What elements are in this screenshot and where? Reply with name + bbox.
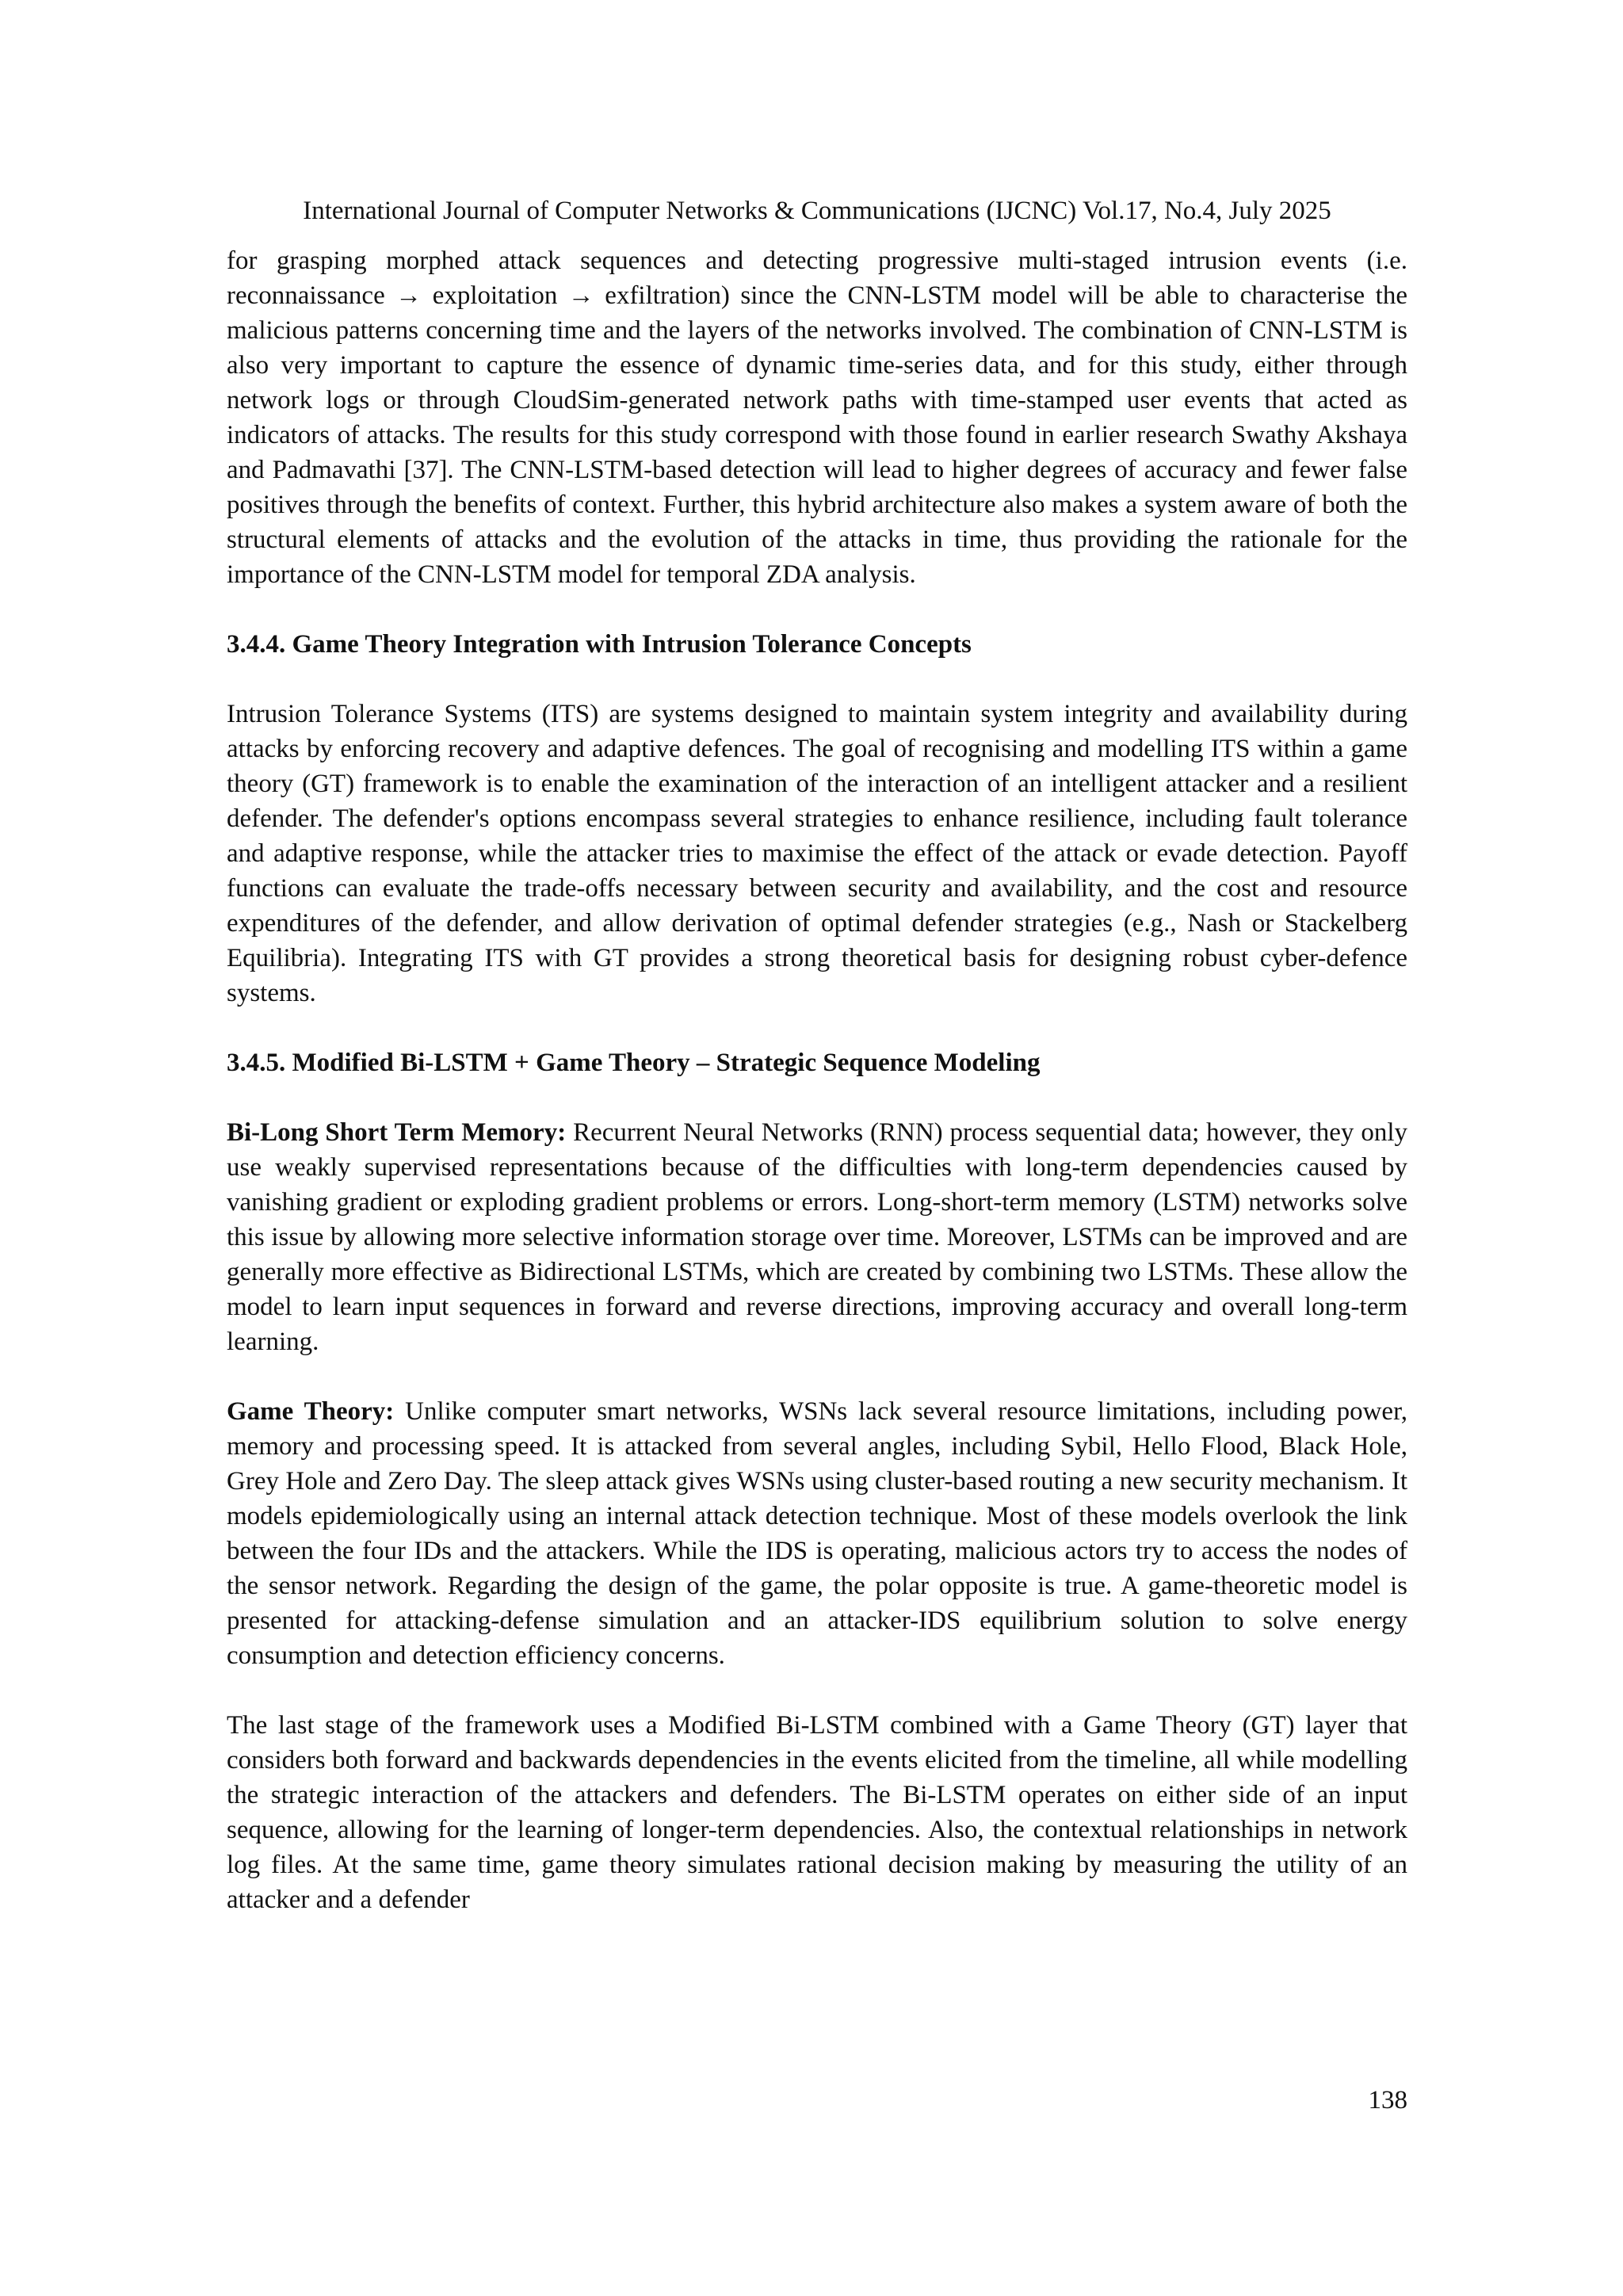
paragraph-its-gt: Intrusion Tolerance Systems (ITS) are systems designed to maintain system integrity and availability during attacks by enforcing recovery and adaptive defences. The goal of recognising and modelling ITS within a game theory (GT) framework is to enable the examination of the interaction of an intelligent attacker and a resilient defender. The defender's options encompass several strategies to enhance resilience, including fault tolerance and adaptive response, while the attacker tries to maximise the effect of the attack or evade detection. Payoff functions can evaluate the trade-offs necessary between security and availability, and the cost and resource expenditures of the defender, and allow derivation of optimal defender strategies (e.g., Nash or Stackelberg Equilibria). Integrating ITS with GT provides a strong theoretical basis for designing robust cyber-defence systems. [227,700,1407,1007]
game-theory-text: Unlike computer smart networks, WSNs lack several resource limitations, including power, memory and processing speed. It is attacked from several angles, including Sybil, Hello Flood, Black Hole, Grey Hole and Zero Day. The sleep attack gives WSNs using cluster-based routing a new security mechanism. It models epidemiologically using an internal attack detection technique. Most of these models overlook the link between the four IDs and the attackers. While the IDS is operating, malicious actors try to access the nodes of the sensor network. Regarding the design of the game, the polar opposite is true. A game-theoretic model is presented for attacking-defense simulation and an attacker-IDS equilibrium solution to solve energy consumption and detection efficiency concerns. [227,1397,1407,1670]
bi-lstm-text: Recurrent Neural Networks (RNN) process sequential data; however, they only use weakly supervised representations because of the difficulties with long-term dependencies caused by vanishing gradient or exploding gradient problems or errors. Long-short-term memory (LSTM) networks solve this issue by allowing more selective information storage over time. Moreover, LSTMs can be improved and are generally more effective as Bidirectional LSTMs, which are created by combining two LSTMs. These allow the model to learn input sequences in forward and reverse directions, improving accuracy and overall long-term learning. [227,1118,1407,1356]
section-heading-3-4-5: 3.4.5. Modified Bi-LSTM + Game Theory – Strategic Sequence Modeling [227,1049,1041,1077]
paragraph-game-theory [227,1394,1407,1673]
game-theory-lead: Game Theory: [227,1397,395,1426]
paragraph-cnn-lstm: for grasping morphed attack sequences and detecting progressive multi-staged intrusion events (i.e. reconnaissance → exploitation → exfiltration) since the CNN-LSTM model will be able to characterise the malicious patterns concerning time and the layers of the networks involved. The combination of CNN-LSTM is also very important to capture the essence of dynamic time-series data, and for this study, either through network logs or through CloudSim-generated network paths with time-stamped user events that acted as indicators of attacks. The results for this study correspond with those found in earlier research Swathy Akshaya and Padmavathi [37]. The CNN-LSTM-based detection will lead to higher degrees of accuracy and fewer false positives through the benefits of context. Further, this hybrid architecture also makes a system aware of both the structural elements of attacks and the evolution of the attacks in time, thus providing the rationale for the importance of the CNN-LSTM model for temporal ZDA analysis. [227,246,1407,589]
article-body [227,243,1407,1952]
running-header: International Journal of Computer Networks & Communications (IJCNC) Vol.17, No.4, July 2025 [303,197,1331,225]
bi-lstm-lead: Bi-Long Short Term Memory: [227,1118,567,1147]
paragraph-framework-last-stage: The last stage of the framework uses a Modified Bi-LSTM combined with a Game Theory (GT) layer that considers both forward and backwards dependencies in the events elicited from the timeline, all while modelling the strategic interaction of the attackers and defenders. The Bi-LSTM operates on either side of an input sequence, allowing for the learning of longer-term dependencies. Also, the contextual relationships in network log files. At the same time, game theory simulates rational decision making by measuring the utility of an attacker and a defender [227,1711,1407,1914]
page-number: 138 [1368,2086,1407,2115]
section-heading-3-4-4: 3.4.4. Game Theory Integration with Intrusion Tolerance Concepts [227,630,972,659]
paragraph-bi-lstm [227,1115,1407,1359]
